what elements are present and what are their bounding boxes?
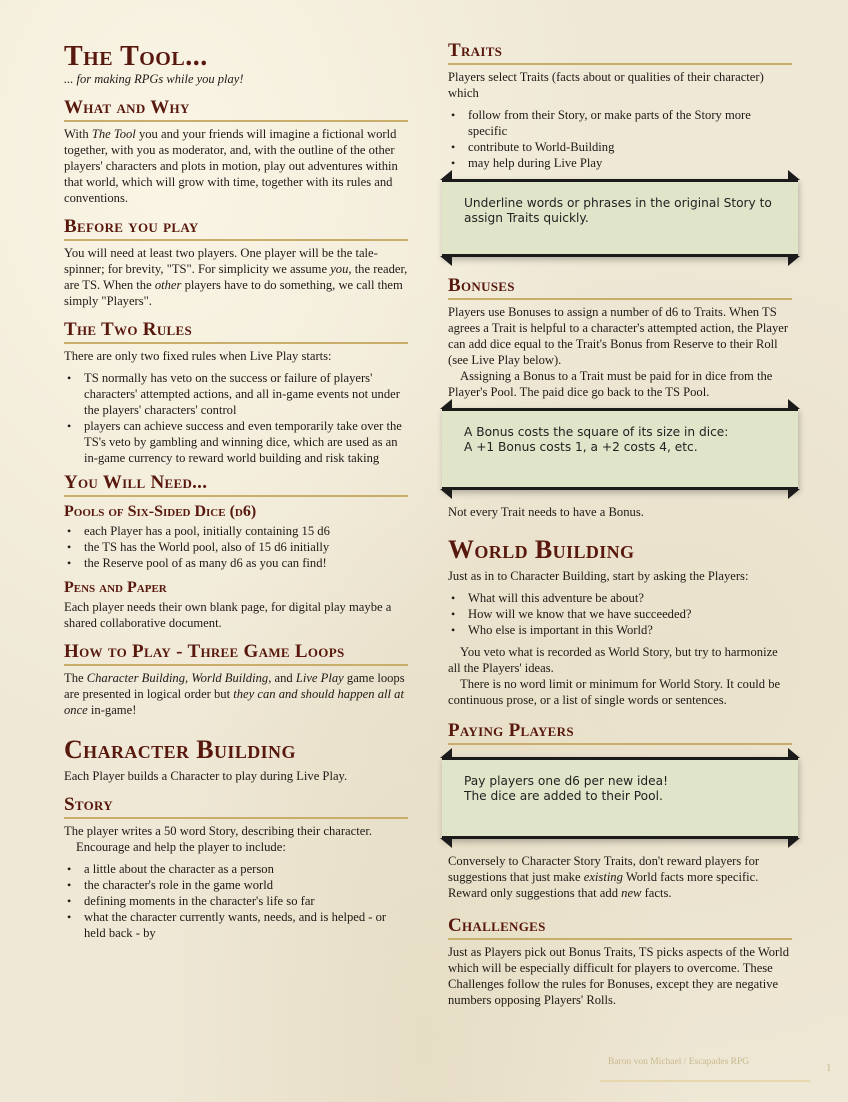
bonuses-after-text: Not every Trait needs to have a Bonus. — [448, 505, 644, 519]
footer-credit: Baron von Michael / Escapades RPG — [608, 1057, 750, 1067]
world-building-list — [448, 590, 792, 638]
heading-bonuses: Bonuses — [448, 275, 792, 300]
list-item: • defining moments in the character's life so far — [84, 893, 408, 909]
heading-traits: Traits — [448, 40, 792, 65]
bonuses-text-2: Assigning a Bonus to a Trait must be paid for in dice from the Player's Pool. The paid dice go back to the TS Pool. — [448, 369, 773, 399]
right-column — [448, 36, 792, 1008]
challenges-text: Just as Players pick out Bonus Traits, TS picks aspects of the World which will be especially difficult for players to overcome. These Challenges follow the rules for Bonuses, except they are negative numbers opposing Players' Rolls. — [448, 945, 789, 1007]
how-to-play-text: The Character Building, World Building, and Live Play game loops are presented in logical order but they can and should happen all at once in-game! — [64, 671, 405, 717]
traits-note-box — [442, 179, 798, 257]
story-list — [64, 861, 408, 941]
document-subtitle: ... for making RPGs while you play! — [64, 72, 244, 86]
page-number: 1 — [826, 1062, 832, 1074]
footer-divider — [600, 1080, 810, 1082]
bonuses-text-1: Players use Bonuses to assign a number of d6 to Traits. When TS agrees a Trait is helpful to a character's attempted action, the Player can add dice equal to the Trait's Bonus from Reserve to their Roll (see Live Play below). — [448, 305, 789, 367]
list-item: • contribute to World-Building — [468, 139, 792, 155]
heading-dice-pools: Pools of Six-Sided Dice (d6) — [64, 503, 257, 520]
heading-challenges: Challenges — [448, 915, 792, 940]
heading-world-building: World Building — [448, 535, 635, 564]
list-item: • may help during Live Play — [468, 155, 792, 171]
pens-and-paper-text: Each player needs their own blank page, for digital play maybe a shared collaborative document. — [64, 600, 392, 630]
story-text-1: The player writes a 50 word Story, describing their character. — [64, 824, 372, 838]
list-item: • the Reserve pool of as many d6 as you can find! — [84, 555, 408, 571]
list-item: • TS normally has veto on the success or failure of players' characters' attempted actions, and all in-game events not under the players' characters' control — [84, 370, 408, 418]
world-building-text-2: There is no word limit or minimum for World Story. It could be continuous prose, or a list of single words or sentences. — [448, 677, 781, 707]
heading-how-to-play: How to Play - Three Game Loops — [64, 641, 408, 666]
traits-intro: Players select Traits (facts about or qualities of their character) which — [448, 70, 764, 100]
note-line: A +1 Bonus costs 1, a +2 costs 4, etc. — [464, 440, 698, 454]
two-rules-intro: There are only two fixed rules when Live Play starts: — [64, 349, 332, 363]
heading-pens-and-paper: Pens and Paper — [64, 579, 167, 596]
list-item: • follow from their Story, or make parts of the Story more specific — [468, 107, 792, 139]
before-you-play-text: You will need at least two players. One player will be the tale-spinner; for brevity, "TS". For simplicity we assume you, the reader, are TS. When the other players have to do something, we call them simply "Players". — [64, 246, 408, 308]
heading-paying-players: Paying Players — [448, 720, 792, 745]
document-title: The Tool... — [64, 41, 208, 72]
note-line: A Bonus costs the square of its size in dice: — [464, 425, 729, 439]
list-item: • the TS has the World pool, also of 15 d6 initially — [84, 539, 408, 555]
world-building-text-1: You veto what is recorded as World Story, but try to harmonize all the Players' ideas. — [448, 645, 778, 675]
list-item: • a little about the character as a person — [84, 861, 408, 877]
heading-what-and-why: What and Why — [64, 97, 408, 122]
story-text-2: Encourage and help the player to include: — [76, 840, 286, 854]
note-line: Underline words or phrases in the original Story to assign Traits quickly. — [464, 196, 772, 225]
paying-players-text: Conversely to Character Story Traits, don't reward players for suggestions that just make existing World facts more specific. Reward only suggestions that add new facts. — [448, 854, 760, 900]
two-rules-list — [64, 370, 408, 466]
list-item: • players can achieve success and even temporarily take over the TS's veto by gambling and winning dice, which are used as an in-game currency to reward world building and risk taking — [84, 418, 408, 466]
traits-list — [448, 107, 792, 171]
heading-story: Story — [64, 794, 408, 819]
list-item: • Who else is important in this World? — [468, 622, 792, 638]
note-line: The dice are added to their Pool. — [464, 789, 663, 803]
heading-character-building: Character Building — [64, 735, 296, 764]
list-item: • How will we know that we have succeeded? — [468, 606, 792, 622]
list-item: • each Player has a pool, initially containing 15 d6 — [84, 523, 408, 539]
character-building-intro: Each Player builds a Character to play during Live Play. — [64, 769, 348, 783]
heading-before-you-play: Before you play — [64, 216, 408, 241]
heading-you-will-need: You Will Need... — [64, 472, 408, 497]
list-item: • the character's role in the game world — [84, 877, 408, 893]
list-item: • what the character currently wants, needs, and is helped - or held back - by — [84, 909, 408, 941]
heading-two-rules: The Two Rules — [64, 319, 408, 344]
bonuses-note-box — [442, 408, 798, 490]
paying-players-note-box — [442, 757, 798, 839]
list-item: • What will this adventure be about? — [468, 590, 792, 606]
what-and-why-text: With The Tool you and your friends will imagine a fictional world together, with you as moderator, and, with the outline of the other players' characters and plots in motion, play out adventures within that world, which will grow with time, together with its rules and conventions. — [64, 127, 398, 205]
note-line: Pay players one d6 per new idea! — [464, 774, 668, 788]
dice-pools-list — [64, 523, 408, 571]
left-column — [64, 36, 408, 947]
world-building-intro: Just as in to Character Building, start by asking the Players: — [448, 569, 749, 583]
